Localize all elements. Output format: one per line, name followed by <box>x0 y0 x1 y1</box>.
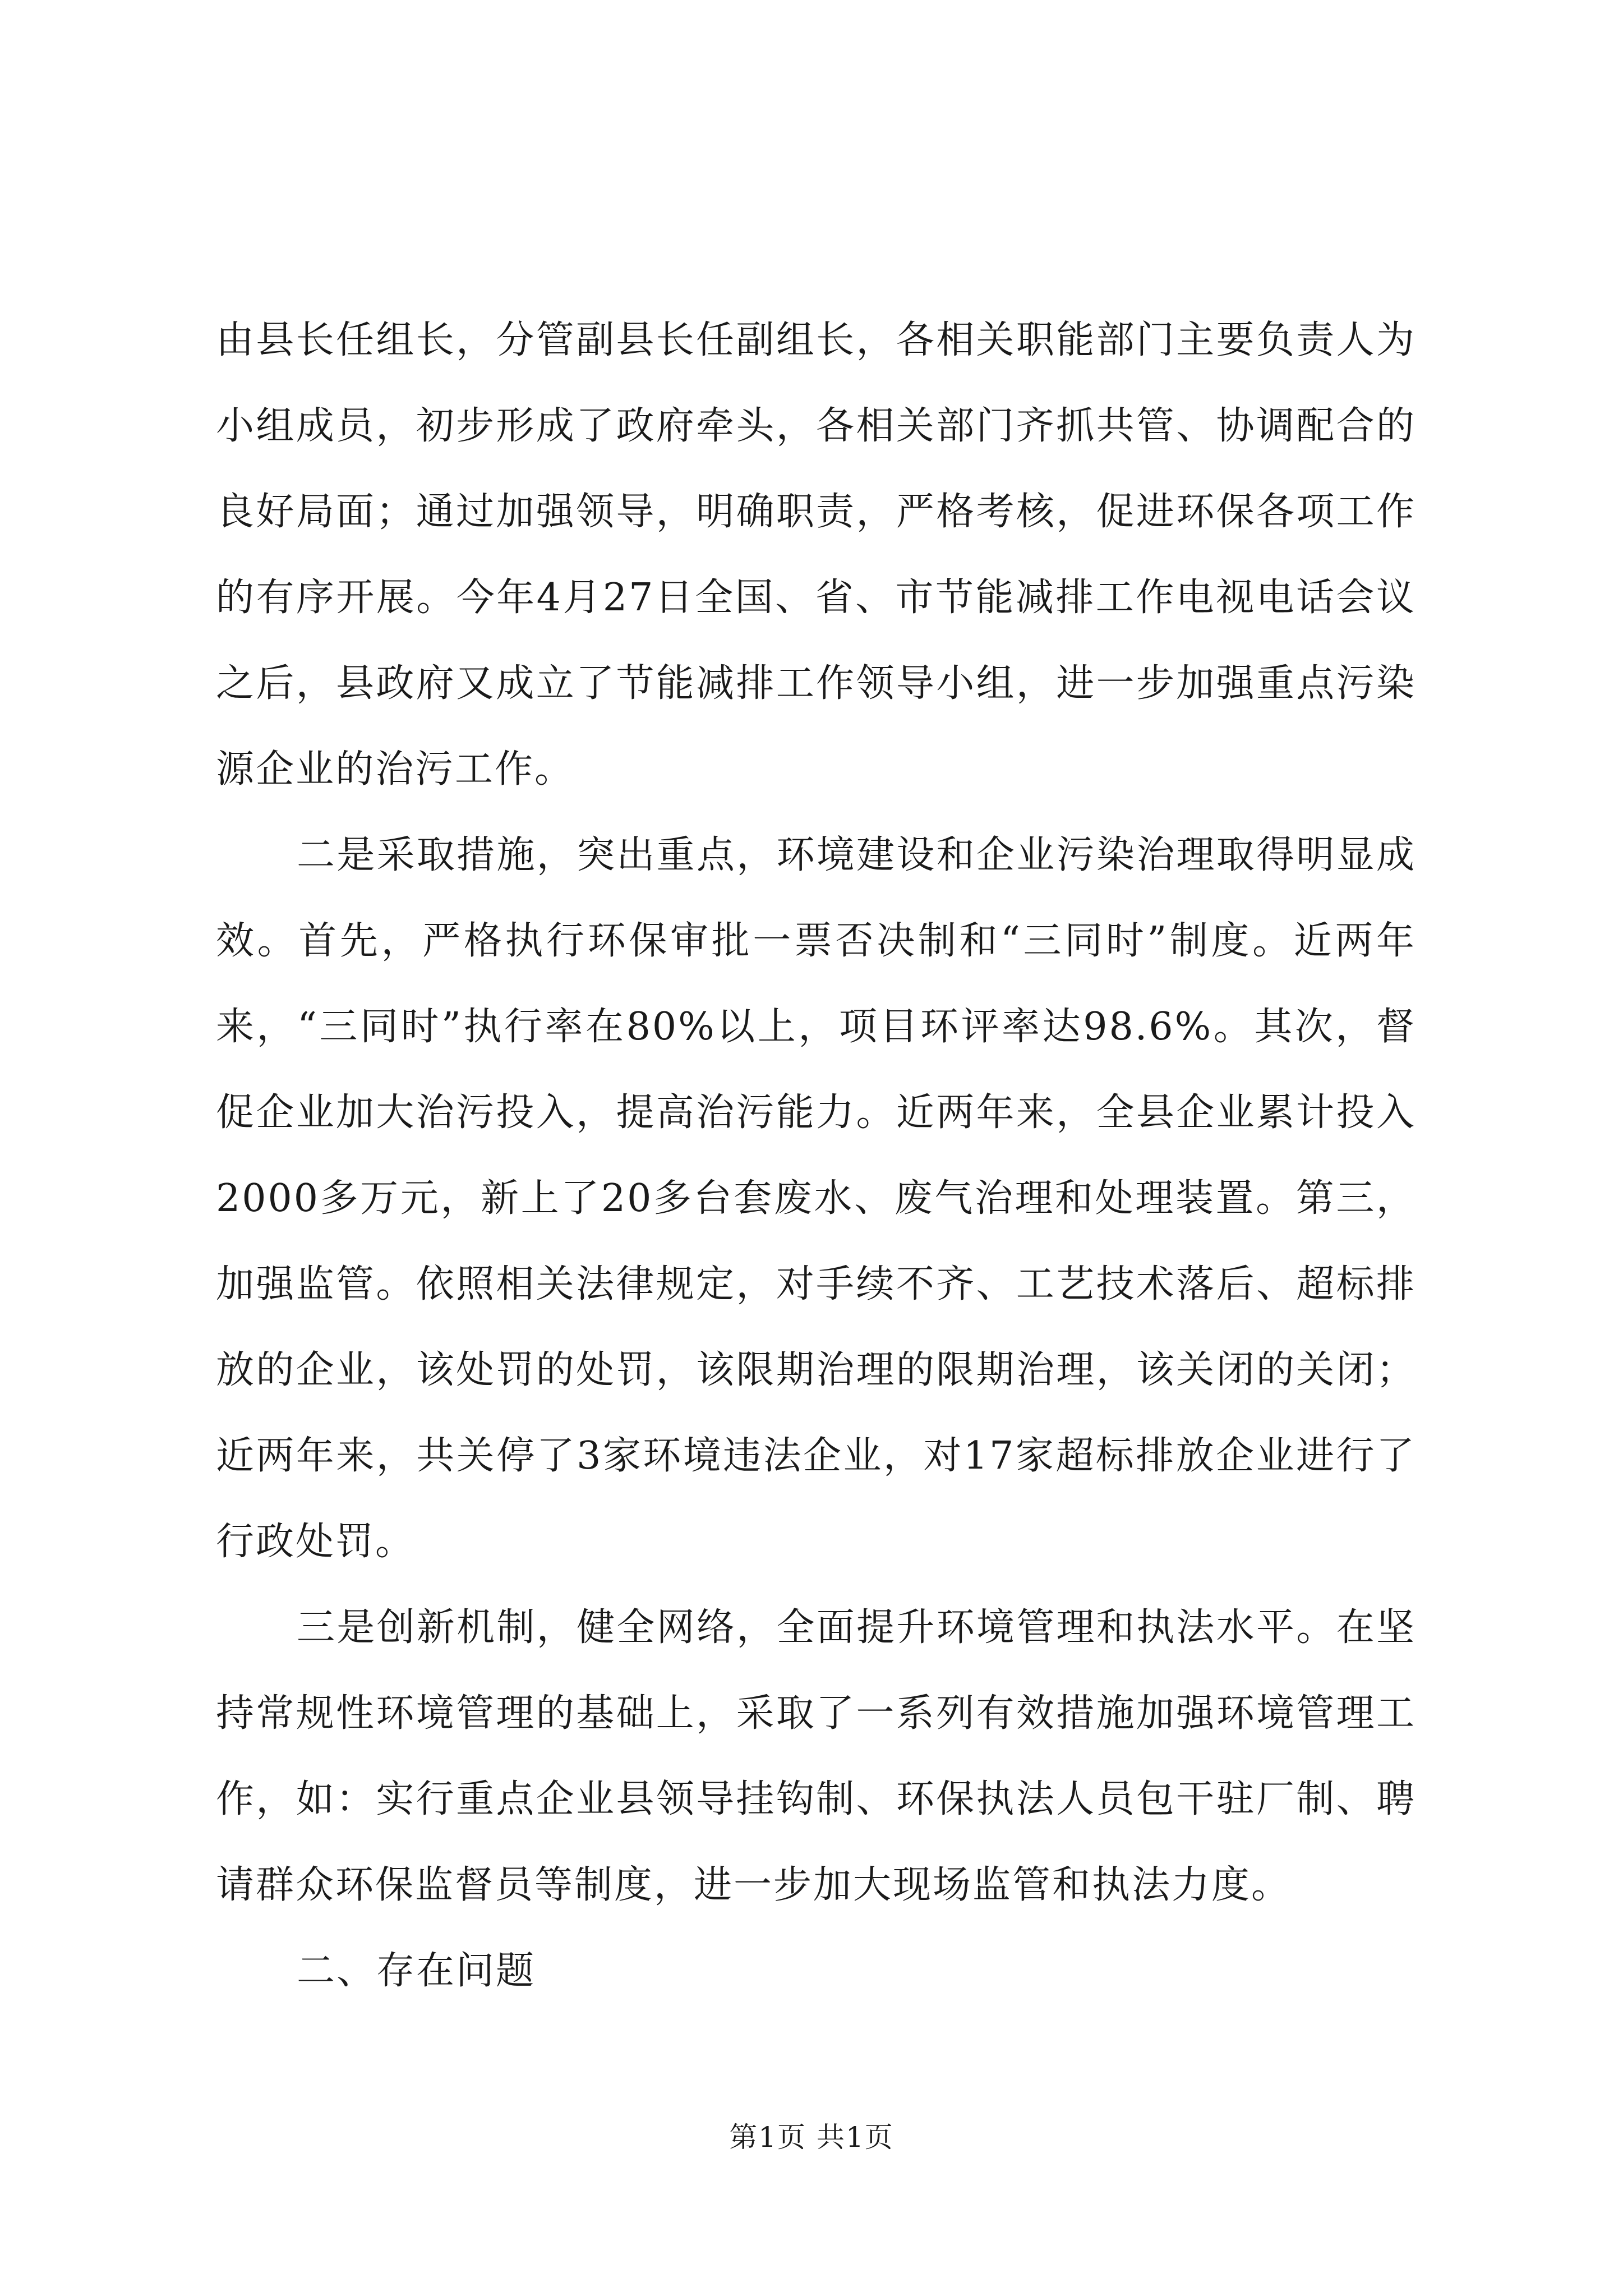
page-footer: 第1页 共1页 <box>729 2121 894 2154</box>
paragraph-1: 由县长任组长，分管副县长任副组长，各相关职能部门主要负责人为小组成员，初步形成了政府牵头，各相关部门齐抓共管、协调配合的良好局面；通过加强领导，明确职责，严格考核，促进环保各项工作的有序开展。今年4月27日全国、省、市节能减排工作电视电话会议之后，县政府又成立了节能减排工作领导小组，进一步加强重点污染源企业的治污工作。 <box>216 318 1416 792</box>
paragraph-2: 二是采取措施，突出重点，环境建设和企业污染治理取得明显成效。首先，严格执行环保审批一票否决制和“三同时”制度。近两年来，“三同时”执行率在80%以上，项目环评率达98.6%。其次，督促企业加大治污投入，提高治污能力。近两年来，全县企业累计投入2000多万元，新上了20多台套废水、废气治理和处理装置。第三，加强监管。依照相关法律规定，对手续不齐、工艺技术落后、超标排放的企业，该处罚的处罚，该限期治理的限期治理，该关闭的关闭；近两年来，共关停了3家环境违法企业，对17家超标排放企业进行了行政处罚。 <box>216 833 1416 1564</box>
section-heading: 二、存在问题 <box>297 1949 536 1993</box>
document-body <box>216 297 1416 2014</box>
paragraph-3: 三是创新机制，健全网络，全面提升环境管理和执法水平。在坚持常规性环境管理的基础上，采取了一系列有效措施加强环境管理工作，如：实行重点企业县领导挂钩制、环保执法人员包干驻厂制、聘请群众环保监督员等制度，进一步加大现场监管和执法力度。 <box>216 1605 1416 1907</box>
